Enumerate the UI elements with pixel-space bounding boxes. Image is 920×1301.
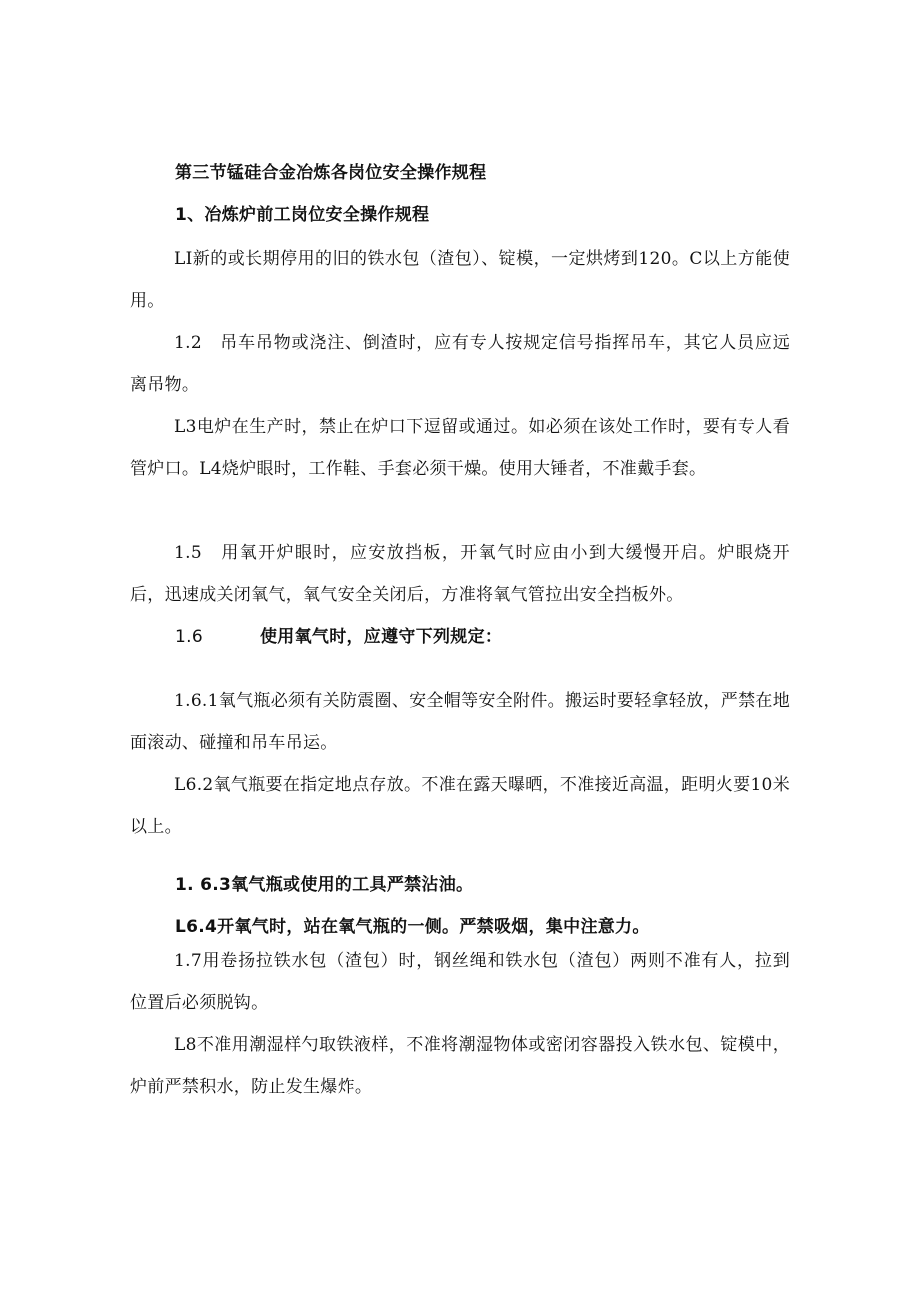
paragraph-1-3: L3电炉在生产时，禁止在炉口下逗留或通过。如必须在该处工作时，要有专人看管炉口。L4烧炉眼时，工作鞋、手套必须干燥。使用大锤者，不准戴手套。 bbox=[130, 417, 790, 479]
paragraph-1-8: L8不准用潮湿样勺取铁液样，不准将潮湿物体或密闭容器投入铁水包、锭模中，炉前严禁积水，防止发生爆炸。 bbox=[130, 1035, 790, 1097]
paragraph-1-6-1: 1.6.1氧气瓶必须有关防震圈、安全帽等安全附件。搬运时要轻拿轻放，严禁在地面滚动、碰撞和吊车吊运。 bbox=[130, 691, 790, 753]
paragraph-1-6-number: 1.6 bbox=[175, 627, 203, 647]
paragraph-1-2: 1.2 吊车吊物或浇注、倒渣时，应有专人按规定信号指挥吊车，其它人员应远离吊物。 bbox=[130, 333, 790, 395]
paragraph-1-1: LI新的或长期停用的旧的铁水包（渣包）、锭模，一定烘烤到120。C以上方能使用。 bbox=[130, 249, 790, 311]
paragraph-1-6-3: 1. 6.3氧气瓶或使用的工具严禁沾油。 bbox=[175, 875, 474, 895]
section-heading: 第三节锰硅合金冶炼各岗位安全操作规程 bbox=[175, 163, 487, 183]
paragraph-1-6-4: L6.4开氧气时，站在氧气瓶的一侧。严禁吸烟，集中注意力。 bbox=[175, 917, 650, 937]
paragraph-1-5: 1.5 用氧开炉眼时，应安放挡板，开氧气时应由小到大缓慢开启。炉眼烧开后，迅速成关闭氧气，氧气安全关闭后，方准将氧气管拉出安全挡板外。 bbox=[130, 543, 790, 605]
paragraph-1-7: 1.7用卷扬拉铁水包（渣包）时，钢丝绳和铁水包（渣包）两则不准有人，拉到位置后必须脱钩。 bbox=[130, 951, 790, 1013]
subsection-heading: 1、冶炼炉前工岗位安全操作规程 bbox=[175, 205, 430, 225]
paragraph-1-6-2: L6.2氧气瓶要在指定地点存放。不准在露天曝晒，不准接近高温，距明火要10米以上。 bbox=[130, 775, 790, 837]
paragraph-1-6-text: 使用氧气时，应遵守下列规定： bbox=[260, 627, 503, 647]
